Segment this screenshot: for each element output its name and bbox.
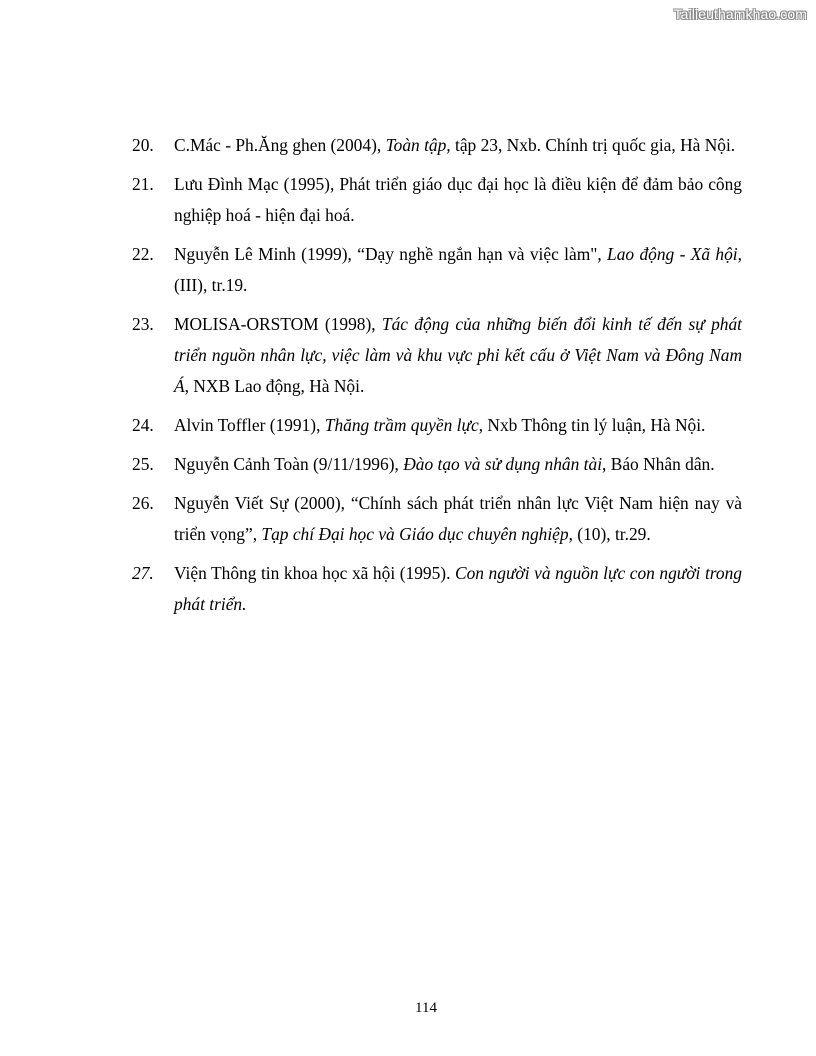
watermark: Tailieuthamkhao.com	[673, 6, 807, 22]
reference-item	[132, 130, 742, 161]
reference-item	[132, 309, 742, 402]
reference-number: 22.	[132, 244, 154, 264]
reference-item	[132, 239, 742, 301]
reference-list	[132, 130, 742, 628]
reference-number: 26.	[132, 493, 154, 513]
reference-text: Alvin Toffler (1991), Thăng trầm quyền lực, Nxb Thông tin lý luận, Hà Nội.	[174, 415, 706, 435]
reference-number: 24.	[132, 415, 154, 435]
reference-number: 25.	[132, 454, 154, 474]
reference-item	[132, 410, 742, 441]
reference-text: Viện Thông tin khoa học xã hội (1995). Con người và nguồn lực con người trong phát triển.	[174, 563, 742, 614]
reference-item	[132, 488, 742, 550]
reference-text: Nguyễn Lê Minh (1999), “Dạy nghề ngắn hạn và việc làm", Lao động - Xã hội, (III), tr.19.	[174, 244, 742, 295]
reference-text: Nguyễn Cảnh Toàn (9/11/1996), Đào tạo và sử dụng nhân tài, Báo Nhân dân.	[174, 454, 715, 474]
reference-number: 20.	[132, 135, 154, 155]
reference-number: 23.	[132, 314, 154, 334]
reference-text: C.Mác - Ph.Ăng ghen (2004), Toàn tập, tập 23, Nxb. Chính trị quốc gia, Hà Nội.	[174, 135, 736, 155]
reference-item	[132, 169, 742, 231]
reference-number: 27.	[132, 563, 154, 583]
reference-item	[132, 558, 742, 620]
reference-text: MOLISA-ORSTOM (1998), Tác động của những biến đổi kinh tế đến sự phát triển nguồn nhân lực, việc làm và khu vực phi kết cấu ở Việt Nam và Đông Nam Á, NXB Lao động, Hà Nội.	[174, 314, 743, 396]
reference-text: Lưu Đình Mạc (1995), Phát triển giáo dục đại học là điều kiện để đảm bảo công nghiệp hoá - hiện đại hoá.	[174, 174, 742, 225]
reference-text: Nguyễn Viết Sự (2000), “Chính sách phát triển nhân lực Việt Nam hiện nay và triển vọng”, Tạp chí Đại học và Giáo dục chuyên nghiệp, (10), tr.29.	[174, 493, 742, 544]
page-number: 114	[415, 1000, 437, 1016]
reference-item	[132, 449, 742, 480]
reference-number: 21.	[132, 174, 154, 194]
